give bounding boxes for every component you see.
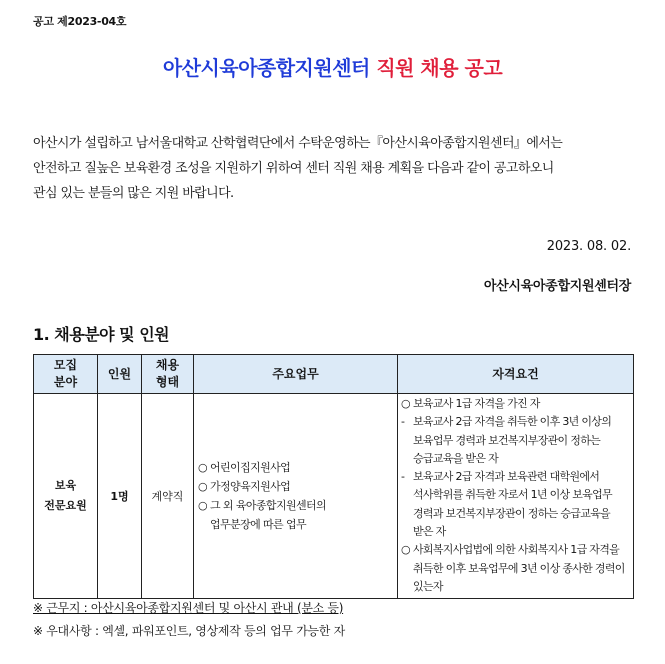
header-count: 인원: [98, 355, 142, 394]
header-type-line1: 채용: [155, 358, 180, 372]
header-field: [34, 355, 98, 394]
intro-line: 관심 있는 분들의 많은 지원 바랍니다.: [33, 186, 234, 201]
qual-item: ○ 보육교사 1급 자격을 가진 자: [401, 397, 540, 410]
qual-item: - 보육교사 2급 자격을 취득한 이후 3년 이상의: [401, 415, 612, 429]
qual-item-cont: 석사학위를 취득한 자로서 1년 이상 보육업무: [413, 488, 612, 502]
intro-paragraph: [33, 131, 638, 206]
duty-item-cont: 업무분장에 따른 업무: [210, 518, 307, 531]
qual-item-cont: 받은 자: [413, 525, 446, 539]
qual-item-cont: 승급교육을 받은 자: [413, 451, 499, 465]
cell-count: 1명: [98, 394, 142, 599]
table-header-row: [34, 355, 634, 394]
notice-number: 공고 제2023-04호: [33, 15, 127, 28]
section-title: 1. 채용분야 및 인원: [33, 325, 170, 344]
note-preferred: ※ 우대사항 : 엑셀, 파워포인트, 영상제작 등의 업무 가능한 자: [33, 624, 345, 638]
duty-item: ○ 가정양육지원사업: [198, 480, 291, 493]
table-row: [34, 394, 634, 599]
qual-item: ○ 사회복지사업법에 의한 사회복지사 1급 자격을: [401, 543, 620, 557]
duty-item: ○ 그 외 육아종합지원센터의: [198, 499, 327, 512]
issuer: 아산시육아종합지원센터장: [483, 279, 631, 294]
qual-item-cont: 보육업무 경력과 보건복지부장관이 정하는: [413, 433, 601, 447]
qual-item-cont: 경력과 보건복지부장관이 정하는 승급교육을: [413, 506, 610, 520]
recruitment-table: [33, 354, 634, 599]
header-duties: 주요업무: [194, 355, 398, 394]
note-workplace: ※ 근무지 : 아산시육아종합지원센터 및 아산시 관내 (분소 등): [33, 601, 344, 615]
qual-item-cont: 있는자: [413, 579, 443, 593]
header-qualifications: 자격요건: [398, 355, 634, 394]
title-highlight: 직원 채용 공고: [376, 56, 503, 80]
title-main: 아산시육아종합지원센터: [162, 56, 370, 80]
header-type-line2: 형태: [155, 375, 180, 389]
page-title: [0, 52, 665, 81]
cell-field: [34, 394, 98, 599]
field-line1: 보육: [54, 479, 77, 492]
cell-duties: [194, 394, 398, 599]
notice-date: 2023. 08. 02.: [546, 239, 631, 254]
header-type: [142, 355, 194, 394]
duty-item: ○ 어린이집지원사업: [198, 461, 291, 474]
field-line2: 전문요원: [44, 499, 87, 512]
header-field-line1: 모집: [53, 358, 78, 372]
intro-line: 안전하고 질높은 보육환경 조성을 지원하기 위하여 센터 직원 채용 계획을 다음과 같이 공고하오니: [33, 161, 554, 176]
cell-type: 계약직: [142, 394, 194, 599]
qual-item-cont: 취득한 이후 보육업무에 3년 이상 종사한 경력이: [413, 561, 625, 575]
header-field-line2: 분야: [53, 375, 78, 389]
qual-item: - 보육교사 2급 자격과 보육관련 대학원에서: [401, 470, 600, 484]
cell-qualifications: [398, 394, 634, 599]
intro-line: 아산시가 설립하고 남서울대학교 산학협력단에서 수탁운영하는『아산시육아종합지원센터』에서는: [33, 136, 563, 151]
